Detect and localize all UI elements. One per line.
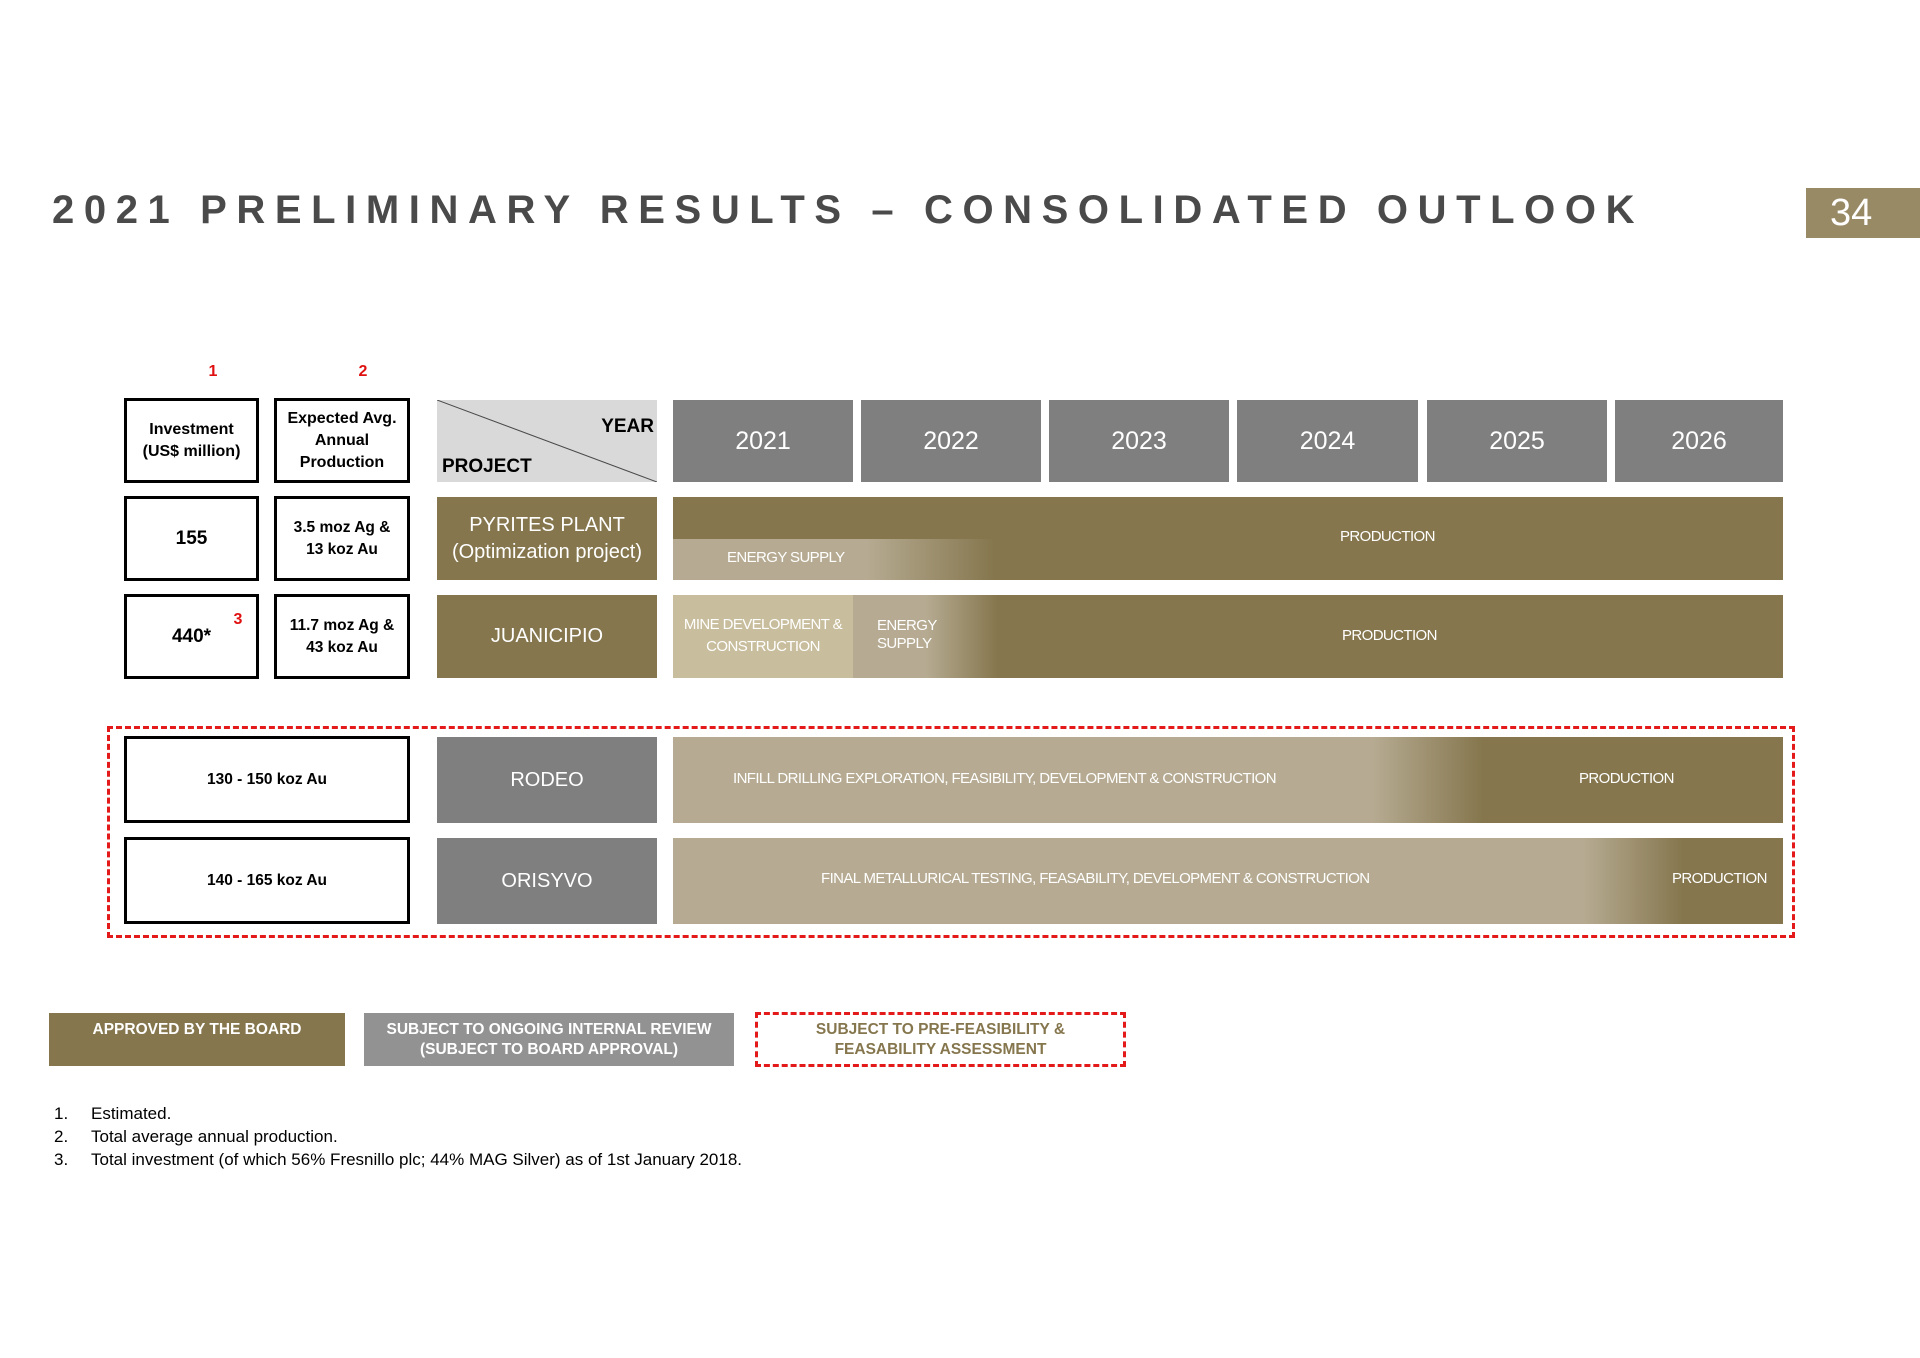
orisyvo-development-label: FINAL METALLURICAL TESTING, FEASABILITY, DEVELOPMENT & CONSTRUCTION (821, 870, 1370, 887)
project-pyrites-plant (437, 497, 657, 580)
juanicipio-production (274, 594, 410, 679)
footnote-1-number: 1. (54, 1104, 69, 1123)
footnote-3-text: Total investment (of which 56% Fresnillo plc; 44% MAG Silver) as of 1st January 2018. (91, 1150, 743, 1169)
pyrites-energy-supply-label: ENERGY SUPPLY (727, 549, 845, 566)
footnote-1-text: Estimated. (91, 1104, 172, 1123)
footnote-2-text: Total average annual production. (91, 1127, 338, 1146)
footnote-3 (54, 1148, 742, 1171)
footnote-1 (54, 1102, 742, 1125)
page-title: 2021 PRELIMINARY RESULTS – CONSOLIDATED OUTLOOK (52, 188, 1645, 232)
production-header (274, 398, 410, 483)
page-number: 34 (1806, 188, 1920, 238)
orisyvo-name: ORISYVO (501, 869, 593, 892)
corner-project-label: PROJECT (442, 456, 532, 477)
legend-feasibility-line2: FEASABILITY ASSESSMENT (834, 1040, 1047, 1058)
rodeo-name: RODEO (510, 768, 584, 791)
juanicipio-production-line1: 11.7 moz Ag & (289, 616, 395, 634)
pyrites-production-label: PRODUCTION (1340, 528, 1435, 545)
project-rodeo (437, 737, 657, 823)
year-2023: 2023 (1049, 400, 1229, 482)
juanicipio-energy-line1: ENERGY (877, 617, 937, 634)
legend-review-line2: (SUBJECT TO BOARD APPROVAL) (419, 1040, 679, 1058)
juanicipio-production-label: PRODUCTION (1342, 627, 1437, 644)
production-header-line2: Annual (314, 431, 370, 449)
juanicipio-energy-line2: SUPPLY (877, 635, 932, 652)
juanicipio-energy-label (877, 617, 937, 653)
juanicipio-investment: 440* (124, 594, 259, 679)
legend-review-line1: SUBJECT TO ONGOING INTERNAL REVIEW (386, 1020, 712, 1038)
rodeo-development-label: INFILL DRILLING EXPLORATION, FEASIBILITY, DEVELOPMENT & CONSTRUCTION (733, 770, 1276, 787)
rodeo-production-label: PRODUCTION (1579, 770, 1674, 787)
legend-feasibility-line1: SUBJECT TO PRE-FEASIBILITY & (815, 1020, 1066, 1038)
juanicipio-name: JUANICIPIO (490, 625, 604, 647)
production-header-line1: Expected Avg. (287, 409, 397, 427)
juanicipio-development-line2: CONSTRUCTION (706, 638, 820, 655)
juanicipio-development-label (673, 614, 853, 658)
year-2021: 2021 (673, 400, 853, 482)
pyrites-name: PYRITES PLANT (469, 513, 625, 536)
year-project-corner (437, 400, 657, 482)
investment-header-line2: (US$ million) (142, 442, 241, 460)
investment-header (124, 398, 259, 483)
pyrites-investment: 155 (124, 496, 259, 581)
footnote-marker-3: 3 (233, 611, 243, 628)
legend-feasibility (755, 1012, 1126, 1067)
footnote-marker-2: 2 (358, 363, 368, 380)
project-juanicipio (437, 595, 657, 678)
footnotes (54, 1102, 742, 1171)
orisyvo-production: 140 - 165 koz Au (124, 837, 410, 924)
pyrites-subtitle: (Optimization project) (451, 540, 643, 563)
corner-year-label: YEAR (601, 416, 654, 437)
juanicipio-production-line2: 43 koz Au (306, 638, 378, 656)
legend-approved: APPROVED BY THE BOARD (49, 1013, 345, 1066)
footnote-2-number: 2. (54, 1127, 69, 1146)
investment-header-line1: Investment (149, 420, 234, 438)
rodeo-production: 130 - 150 koz Au (124, 736, 410, 823)
pyrites-production-line1: 3.5 moz Ag & (293, 518, 391, 536)
orisyvo-production-label: PRODUCTION (1672, 870, 1767, 887)
footnote-3-number: 3. (54, 1150, 69, 1169)
pyrites-production-line2: 13 koz Au (306, 540, 378, 558)
legend-internal-review (364, 1013, 734, 1066)
year-2026: 2026 (1615, 400, 1783, 482)
footnote-2 (54, 1125, 742, 1148)
footnote-marker-1: 1 (208, 363, 218, 380)
year-2025: 2025 (1427, 400, 1607, 482)
juanicipio-development-line1: MINE DEVELOPMENT & (683, 616, 843, 633)
production-header-line3: Production (299, 453, 385, 471)
year-2024: 2024 (1237, 400, 1418, 482)
project-orisyvo (437, 838, 657, 924)
pyrites-production (274, 496, 410, 581)
year-2022: 2022 (861, 400, 1041, 482)
